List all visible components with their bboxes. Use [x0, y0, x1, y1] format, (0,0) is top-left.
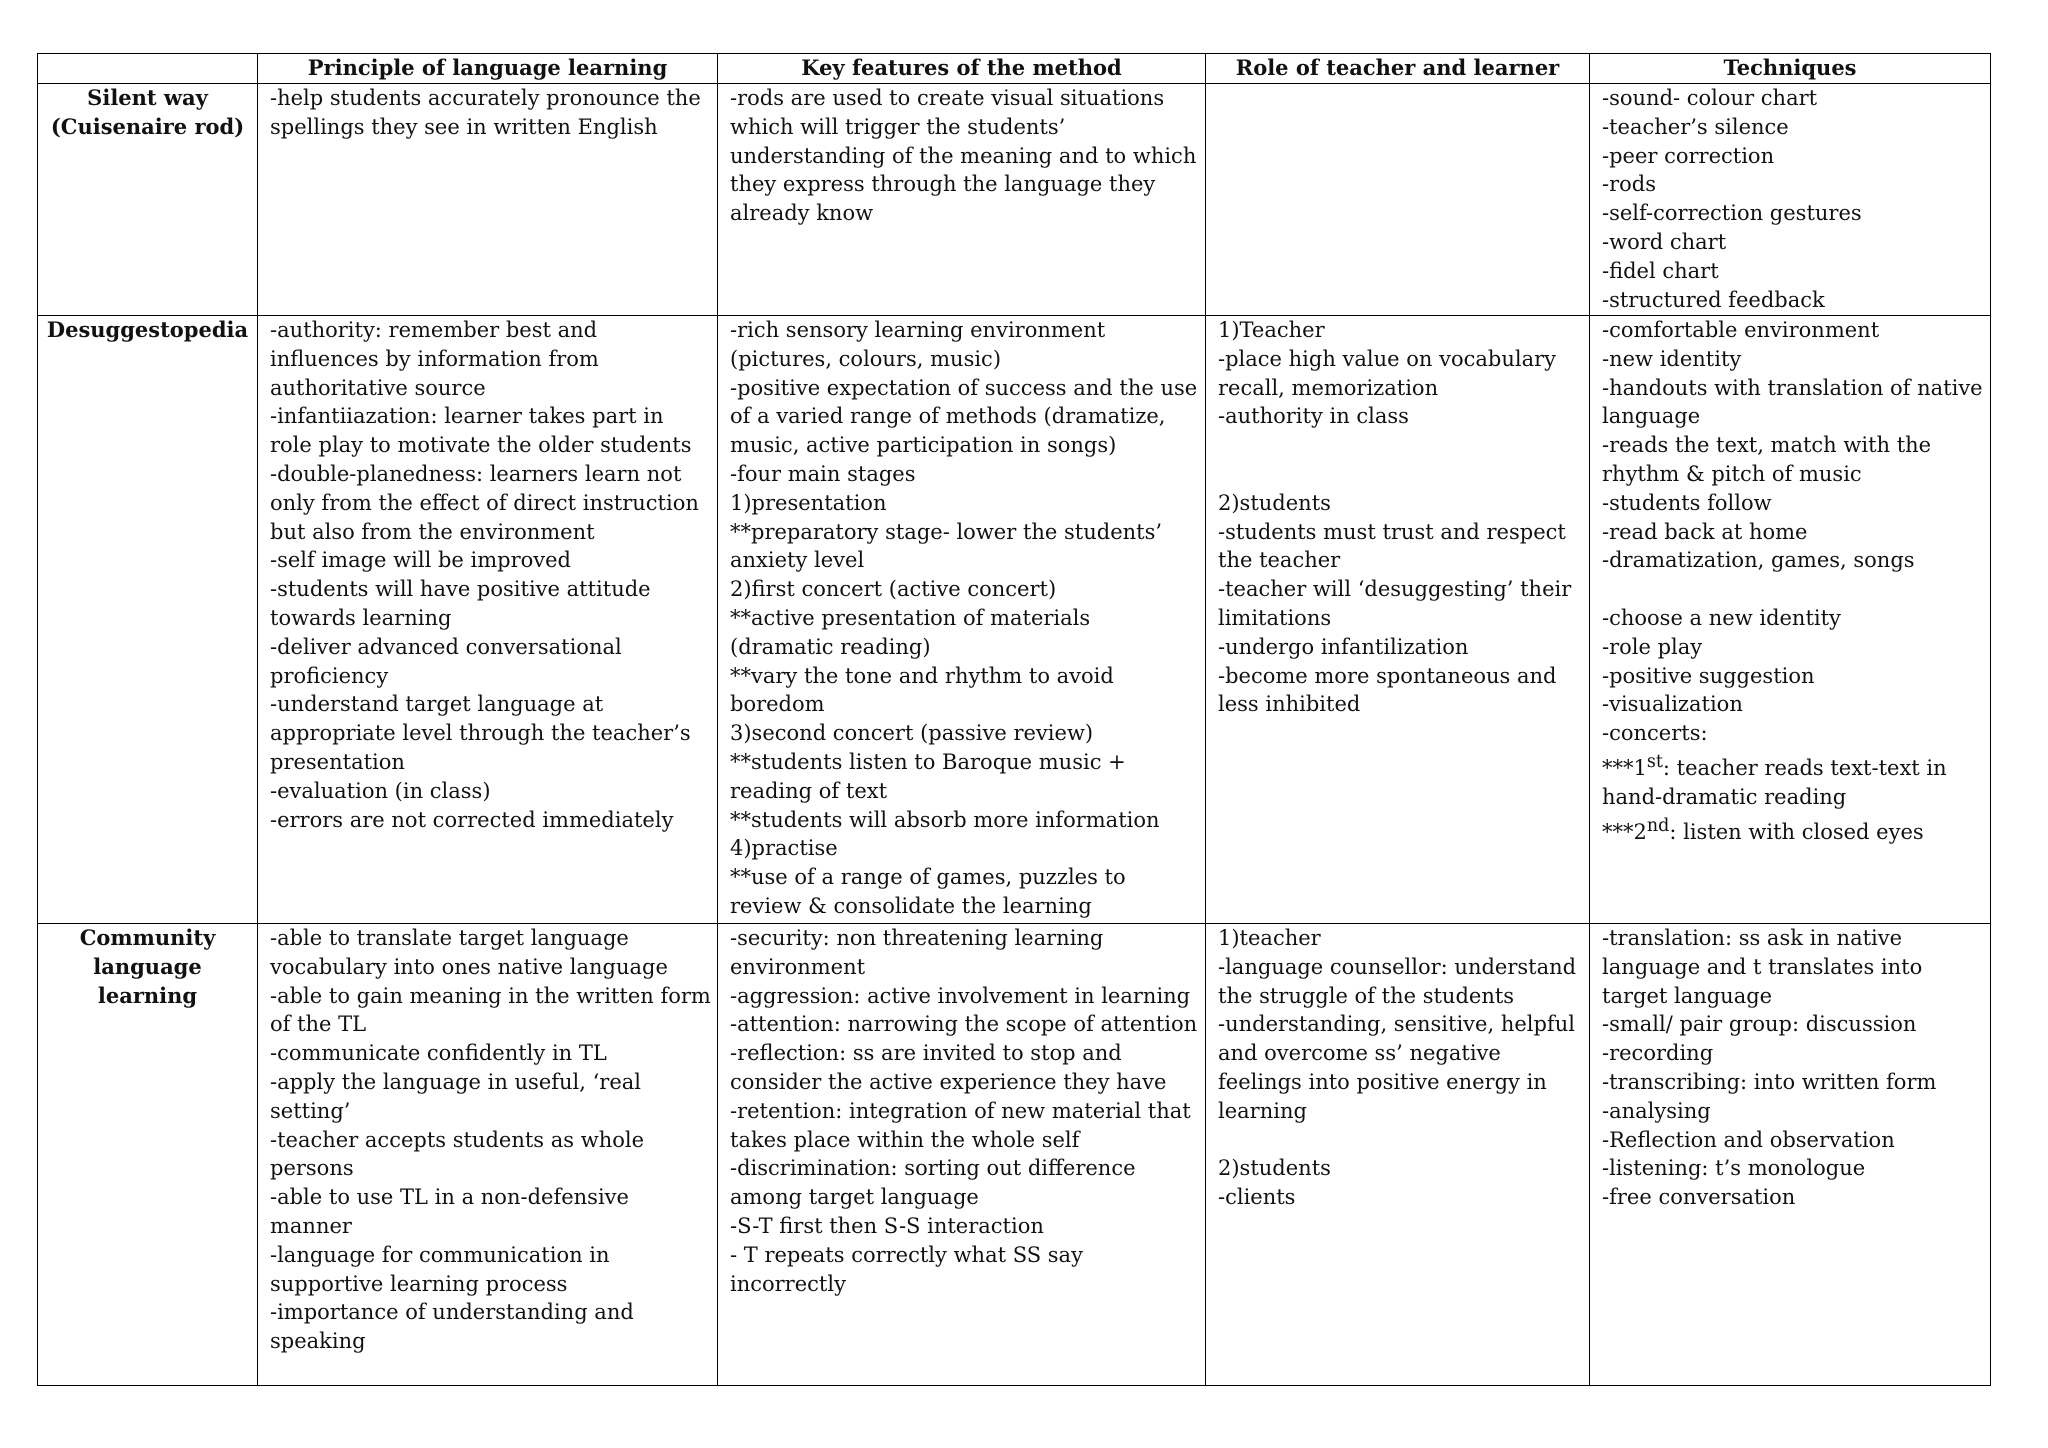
principle-cell: -authority: remember best and influences by information from authoritative source -infantiiazation: learner takes part in role play to motivate the older students -double-planedness: learners learn not only from the effect of direct instruction but also from the environment -self image will be improved -students will have positive attitude towards learning -deliver advanced conversational proficiency -understand target language at appropriate level through the teacher’s presentation -evaluation (in class) -errors are not corrected immediately — [258, 316, 718, 924]
role-students: 2)students -students must trust and respect the teacher -teacher will ‘desuggesting’ their limitations -undergo infantilization -become more spontaneous and less inhibited — [1218, 490, 1572, 717]
method-name: Silent way (Cuisenaire rod) — [38, 84, 258, 316]
role-cell — [1206, 924, 1590, 1386]
role-cell — [1206, 316, 1590, 924]
role-teacher: 1)teacher -language counsellor: understand the struggle of the students -understanding, sensitive, helpful and overcome ss’ negative feelings into positive energy in learning — [1218, 926, 1577, 1123]
techniques-identity: -choose a new identity -role play -positive suggestion -visualization -concerts: — [1602, 605, 1841, 746]
techniques-cell: -translation: ss ask in native language and t translates into target language -small/ pair group: discussion -recording -transcribing: into written form -analysing -Reflection and observation -listening: t’s monologue -free conversation — [1590, 924, 1991, 1386]
methods-comparison-table — [37, 53, 1991, 1386]
principle-cell: -help students accurately pronounce the spellings they see in written English — [258, 84, 718, 316]
concert-1: ***1st: teacher reads text-text in hand-dramatic reading — [1602, 751, 1947, 809]
role-cell — [1206, 84, 1590, 316]
header-key-features: Key features of the method — [718, 54, 1206, 84]
role-teacher: 1)Teacher -place high value on vocabulary recall, memorization -authority in class — [1218, 318, 1556, 429]
method-name: Community language learning — [38, 924, 258, 1386]
features-cell: -rods are used to create visual situations which will trigger the students’ understanding of the meaning and to which they express through the language they already know — [718, 84, 1206, 316]
techniques-cell: -sound- colour chart -teacher’s silence -peer correction -rods -self-correction gestures -word chart -fidel chart -structured feedback — [1590, 84, 1991, 316]
table-row-silent-way — [38, 84, 1991, 316]
table-row-community-language-learning — [38, 924, 1991, 1386]
features-cell: -security: non threatening learning environment -aggression: active involvement in learning -attention: narrowing the scope of attention -reflection: ss are invited to stop and consider the active experience they have -retention: integration of new material that takes place within the whole self -discrimination: sorting out difference among target language -S-T first then S-S interaction - T repeats correctly what SS say incorrectly — [718, 924, 1206, 1386]
method-name: Desuggestopedia — [38, 316, 258, 924]
header-role: Role of teacher and learner — [1206, 54, 1590, 84]
concert-2: ***2nd: listen with closed eyes — [1602, 815, 1924, 844]
techniques-cell — [1590, 316, 1991, 924]
role-students: 2)students -clients — [1218, 1156, 1331, 1210]
principle-cell: -able to translate target language vocabulary into ones native language -able to gain meaning in the written form of the TL -communicate confidently in TL -apply the language in useful, ‘real setting’ -teacher accepts students as whole persons -able to use TL in a non-defensive manner -language for communication in supportive learning process -importance of understanding and speaking — [258, 924, 718, 1386]
techniques-environment: -comfortable environment -new identity -handouts with translation of native language -reads the text, match with the rhythm & pitch of music -students follow -read back at home -dramatization, games, songs — [1602, 318, 1983, 573]
header-techniques: Techniques — [1590, 54, 1991, 84]
header-row — [38, 54, 1991, 84]
header-cell-empty — [38, 54, 258, 84]
features-cell: -rich sensory learning environment (pictures, colours, music) -positive expectation of success and the use of a varied range of methods (dramatize, music, active participation in songs) -four main stages 1)presentation **preparatory stage- lower the students’ anxiety level 2)first concert (active concert) **active presentation of materials (dramatic reading) **vary the tone and rhythm to avoid boredom 3)second concert (passive review) **students listen to Baroque music + reading of text **students will absorb more information 4)practise **use of a range of games, puzzles to review & consolidate the learning — [718, 316, 1206, 924]
table-row-desuggestopedia — [38, 316, 1991, 924]
header-principle: Principle of language learning — [258, 54, 718, 84]
